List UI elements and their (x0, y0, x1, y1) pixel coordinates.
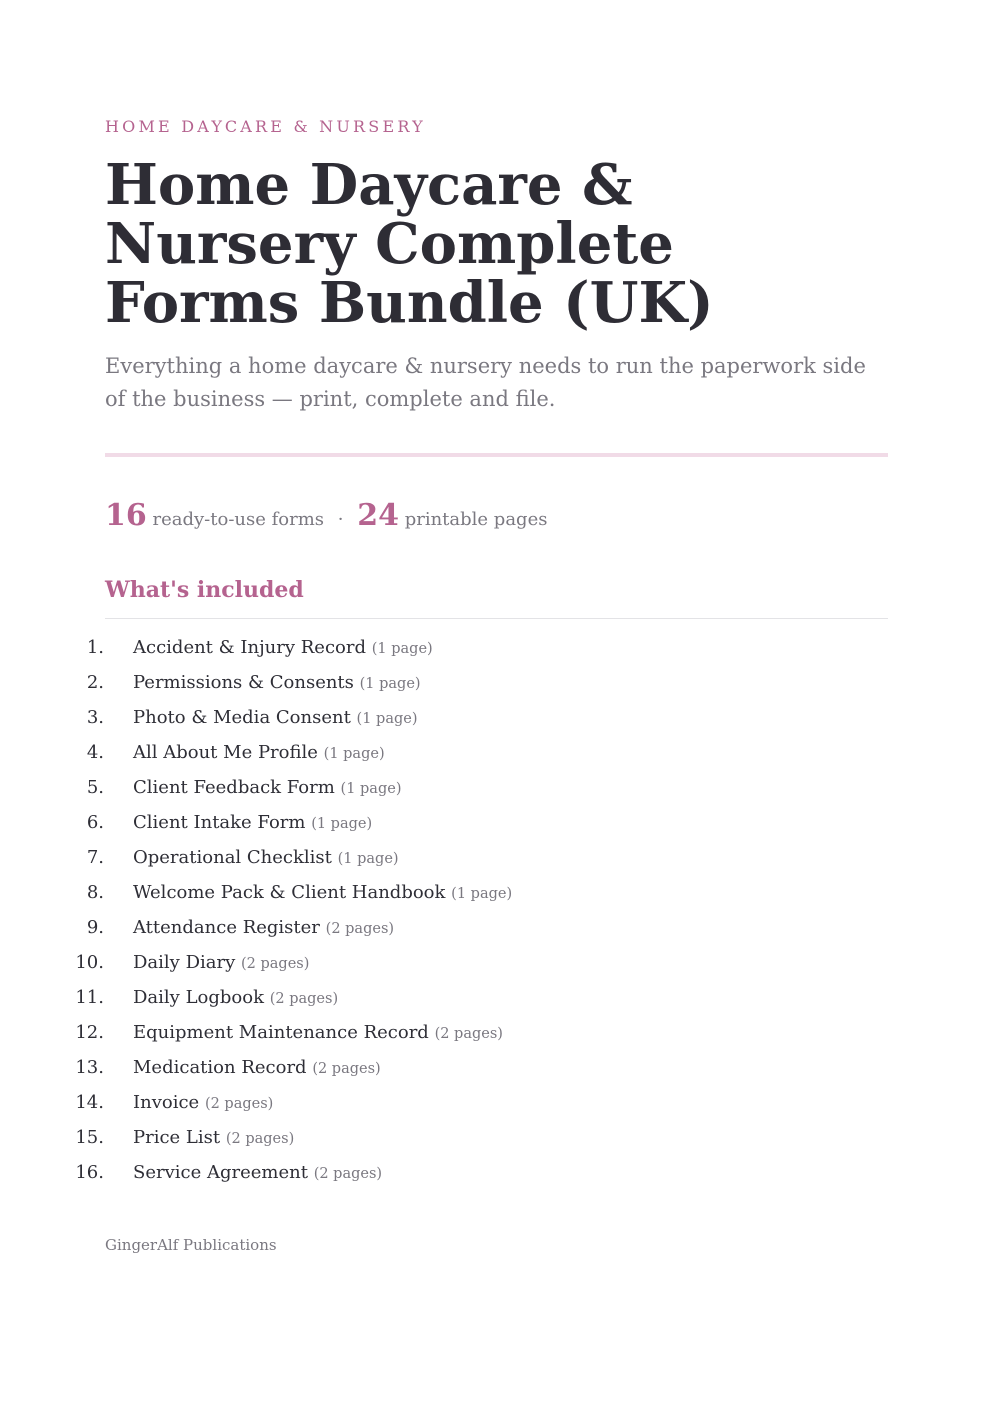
list-item (75, 1015, 888, 1050)
list-item-number: 8. (86, 882, 104, 903)
list-item (86, 770, 888, 805)
list-item (86, 735, 888, 770)
list-item (75, 1085, 888, 1120)
forms-count-label: ready-to-use forms (152, 509, 325, 530)
list-item-number: 11. (75, 987, 104, 1008)
list-item-number: 9. (86, 917, 104, 938)
list-item-name: Operational Checklist (133, 847, 332, 868)
section-title-whats-included: What's included (105, 577, 304, 603)
bundle-stats (105, 498, 547, 533)
list-item (86, 630, 888, 665)
accent-divider (105, 453, 888, 457)
list-item (86, 840, 888, 875)
list-item (86, 875, 888, 910)
page-subtitle: Everything a home daycare & nursery needs to run the paperwork side of the business — print, complete and file. (105, 354, 866, 411)
list-item-name: Permissions & Consents (133, 672, 354, 693)
list-item-page-count: (1 page) (340, 781, 402, 797)
forms-list (75, 630, 888, 1190)
list-item-number: 1. (86, 637, 104, 658)
list-item-number: 7. (86, 847, 104, 868)
list-item-number: 2. (86, 672, 104, 693)
list-item-page-count: (2 pages) (269, 991, 339, 1007)
list-item-name: Invoice (133, 1092, 200, 1113)
list-item-page-count: (2 pages) (434, 1026, 503, 1042)
publisher-footer: GingerAlf Publications (105, 1236, 277, 1254)
list-item-page-count: (2 pages) (313, 1166, 383, 1182)
list-item-page-count: (1 page) (323, 746, 385, 762)
list-item (86, 910, 888, 945)
list-item-name: Welcome Pack & Client Handbook (133, 882, 446, 903)
list-item (86, 665, 888, 700)
list-item-name: Client Feedback Form (133, 777, 335, 798)
list-item-page-count: (1 page) (311, 816, 373, 832)
pages-count: 24 (357, 498, 399, 533)
list-item-page-count: (2 pages) (241, 956, 310, 972)
section-divider (105, 618, 888, 619)
list-item-page-count: (1 page) (359, 676, 421, 692)
list-item-number: 14. (75, 1092, 104, 1113)
list-item-name: Accident & Injury Record (133, 637, 367, 658)
list-item (75, 1155, 888, 1190)
list-item-name: Service Agreement (133, 1162, 308, 1183)
list-item-page-count: (2 pages) (312, 1061, 381, 1077)
list-item-name: All About Me Profile (133, 742, 318, 763)
list-item (86, 805, 888, 840)
list-item-name: Photo & Media Consent (133, 707, 351, 728)
list-item-number: 15. (75, 1127, 104, 1148)
list-item-name: Medication Record (133, 1057, 307, 1078)
list-item-number: 12. (75, 1022, 104, 1043)
list-item (75, 945, 888, 980)
list-item-page-count: (1 page) (337, 851, 399, 867)
list-item-number: 16. (75, 1162, 104, 1183)
list-item (75, 980, 888, 1015)
list-item-name: Price List (133, 1127, 221, 1148)
list-item (75, 1050, 888, 1085)
page-title: Home Daycare & Nursery Complete Forms Bundle (UK) (105, 152, 714, 336)
stats-separator: · (337, 509, 344, 530)
list-item-page-count: (2 pages) (325, 921, 395, 937)
list-item-name: Daily Diary (133, 952, 236, 973)
list-item-number: 13. (75, 1057, 104, 1078)
pages-count-label: printable pages (404, 509, 548, 530)
list-item-page-count: (2 pages) (204, 1096, 274, 1112)
list-item-name: Daily Logbook (133, 987, 264, 1008)
list-item-page-count: (1 page) (371, 641, 433, 657)
list-item-page-count: (2 pages) (225, 1131, 295, 1147)
forms-count: 16 (105, 498, 147, 533)
list-item-number: 6. (86, 812, 104, 833)
list-item (75, 1120, 888, 1155)
list-item-number: 4. (86, 742, 104, 763)
list-item-number: 3. (86, 707, 104, 728)
list-item (86, 700, 888, 735)
list-item-name: Attendance Register (133, 917, 320, 938)
list-item-number: 5. (86, 777, 104, 798)
list-item-name: Equipment Maintenance Record (133, 1022, 429, 1043)
list-item-page-count: (1 page) (356, 711, 418, 727)
list-item-name: Client Intake Form (133, 812, 306, 833)
list-item-number: 10. (75, 952, 104, 973)
list-item-page-count: (1 page) (451, 886, 513, 902)
eyebrow-label: HOME DAYCARE & NURSERY (105, 117, 426, 136)
